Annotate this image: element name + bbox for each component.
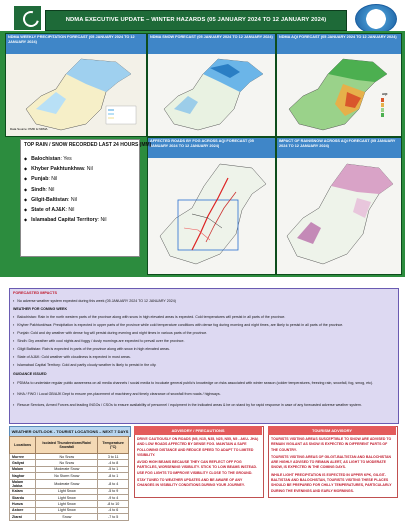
table-cell: -5 to 1 (98, 466, 129, 472)
rain-snow-impact-map-card (276, 137, 402, 275)
rain-snow-recorded-title: TOP RAIN / SNOW RECORDED LAST 24 HOURS (MM) (24, 142, 152, 148)
table-cell: Malam (10, 466, 36, 472)
rain-snow-impact-map (277, 158, 401, 274)
tourism-line: WHILE LIGHT PRECIPITATION IS EXPECTED IN UPPER KPK, GILGIT-BALTISTAN AND BALOCHISTAN, TOURISTS VISITING THESE PLACES SHOULD BE PREPARED FOR CHILLY TEMPERATURES, PARTICULARLY DURING THE EVENINGS AND EARLY MORNINGS. (271, 472, 392, 493)
weather-line: ▪ Khyber Pakhtunkhwa: Precipitation is expected in upper parts of the province while cold temperature conditions with dense fog during morning and night times, are likely to persist in all parts of the province. (13, 323, 343, 327)
table-cell: Light Snow (36, 501, 98, 507)
list-item: ◆ Punjab: Nil (24, 174, 107, 184)
table-cell: -4 to 8 (98, 460, 129, 466)
map-title: NDMA WEEKLY PRECIPITATION FORECAST (05 JANUARY 2024 TO 12 JANUARY 2024) (6, 34, 146, 54)
table-cell: Kalam (10, 488, 36, 494)
table-cell: Moderate Snow (36, 466, 98, 472)
map-title: IMPACT OF RAIN/SNOW ACROSS AQI FORECAST (05 JANUARY 2024 TO 12 JANUARY 2024) (277, 138, 401, 158)
map-title: AFFECTED ROADS BY FOG ACROSS AQI FORECAST (05 JANUARY 2024 TO 12 JANUARY 2024) (148, 138, 275, 158)
map-title: NDMA AQI FORECAST (05 JANUARY 2024 TO 12 JANUARY 2024) (277, 34, 401, 54)
table-cell: -8 to 4 (98, 479, 129, 488)
advisory-line: DRIVE CAUTIOUSLY ON ROADS (N5, N15, N35, N25, N55, N5 - AKU- JHA) AND LOW ROADS AFFECTED BY DENSE FOG. MAINTAIN A SAFE FOLLOWING DISTANCE AND REDUCE SPEED TO ADAPT TO LIMITED VISIBILITY. (137, 437, 259, 457)
snow-forecast-map (148, 54, 275, 136)
table-cell: -4 to 6 (98, 507, 129, 513)
pakistan-flag-icon (5, 6, 41, 30)
table-cell: Light Snow (36, 488, 98, 494)
aqi-legend-title: AQI (382, 92, 388, 96)
table-cell: -7 to 5 (98, 514, 129, 520)
table-cell: Snow (36, 514, 98, 520)
table-header: Temperature (°C) (98, 437, 129, 454)
guidance-line: ▪ PDMAs to undertake regular public awareness on all media channels / social media to inculcate general public's knowledge on risks associated with winter season (colder temperatures, freezing rain, snowfall, fog, smog, etc). (13, 381, 373, 385)
table-cell: -8 to 10 (98, 501, 129, 507)
aqi-forecast-map-card (276, 33, 402, 137)
list-item: ◆ State of AJ&K: Nil (24, 205, 107, 215)
table-cell: No Snow (36, 454, 98, 460)
page-title: NDMA EXECUTIVE UPDATE – WINTER HAZARDS (05 JANUARY 2024 TO 12 JANUARY 2024) (45, 10, 347, 31)
table-cell: Astore (10, 507, 36, 513)
guidance-line: ▪ Rescue Services, Armed Forces and leading INGOs / CSOs to ensure availability of personnel / equipment in the indicated areas & be on stand by for rapid response in case of any forecasted adverse weather system. (13, 403, 362, 407)
table-cell: Murree (10, 454, 36, 460)
precipitation-map (6, 54, 146, 136)
tourism-line: TOURISTS VISITING AREAS OF GILGIT-BALTISTAN AND BALOCHISTAN ARE HIGHLY ADVISED TO REMAIN ALERT, AS LIGHT TO MODERATE SNOW, IS EXPECTED IN THE COMING DAYS. (271, 454, 392, 470)
weather-line: ▪ Punjab: Cold and dry weather with dense fog will persist during evening and night times in various parts of the province. (13, 331, 207, 335)
table-cell: -9 to 4 (98, 494, 129, 500)
rain-snow-recorded-list (24, 154, 107, 225)
weather-line: ▪ State of AJ&K: Cold weather with cloudiness is expected in most areas. (13, 355, 131, 359)
weather-line: ▪ Balochistan: Rain in the north western parts of the province along with snow in high elevated areas is expected. Cold temperatures will persist in all parts of the province. (13, 315, 285, 319)
list-item: ◆ Balochistan: Yes (24, 154, 107, 164)
tourism-line: TOURISTS VISITING AREAS SUSCEPTIBLE TO SNOW ARE ADVISED TO REMAIN VIGILANT AS SNOW IS EXPECTED IN DIFFERENT PARTS OF THE COUNTRY. (271, 437, 392, 452)
table-cell: -8 to 1 (98, 473, 129, 479)
weather-line: ▪ Sindh: Dry weather with cool nights and foggy / dusty mornings are expected to prevail over the province. (13, 339, 184, 343)
list-item: ◆ Sindh: Nil (24, 185, 107, 195)
table-row (10, 479, 129, 488)
table-cell: -5 to 9 (98, 488, 129, 494)
advisory-line: AVOID HIGH BEAMS BECAUSE THEY CAN REFLECT OFF FOG PARTICLES, WORSENING VISIBILITY. STICK TO LOW BEAMS INSTEAD. USE FOG LIGHTS TO IMPROVE VISIBILITY CLOSE TO THE GROUND. (137, 460, 258, 475)
advisory-line: STAY TUNED TO WEATHER UPDATES AND BE AWARE OF ANY CHANGES IN VISIBILITY CONDITIONS DURING YOUR JOURNEY. (137, 478, 245, 488)
list-item: ◆ Gilgit-Baltistan: Nil (24, 195, 107, 205)
forecast-impacts-title: FORECASTED IMPACTS (13, 291, 58, 295)
table-cell: Malam Jabba (10, 479, 36, 488)
tourism-advisory-title: TOURISM ADVISORY (268, 426, 396, 435)
guidance-line: ▪ NHA / FWO / Local GB/AJK Dept to ensure pre-placement of machinery and timely clearance of snowfall from roads / highways. (13, 392, 221, 396)
weather-line: ▪ Islamabad Capital Territory: Cold and partly cloudy weather is likely to persist in the city. (13, 363, 156, 367)
table-cell: Light Snow (36, 494, 98, 500)
table-cell: Ziarat (10, 514, 36, 520)
advisory-title: ADVISORY / PRECAUTIONS (134, 426, 262, 435)
ndma-logo (355, 4, 397, 34)
fog-roads-map (148, 158, 275, 274)
weather-section-heading: WEATHER FOR COMING WEEK (13, 307, 68, 311)
map-title: NDMA SNOW FORECAST (05 JANUARY 2024 TO 12 JANUARY 2024) (148, 34, 275, 54)
table-header: Isolated Thunderstorm/Rain/ Snowfall (36, 437, 98, 454)
table-cell: 3 to 11 (98, 454, 129, 460)
weather-outlook-title: WEATHER OUTLOOK - TOURIST LOCATIONS – NEXT 7 DAYS (9, 426, 131, 437)
impact-line: ▪ No adverse weather system expected during this week (05 JANUARY 2024 TO 12 JANUARY 2024) (13, 299, 176, 303)
advisory-text (137, 437, 259, 489)
table-cell: Naghar (10, 473, 36, 479)
guidance-section-heading: GUIDANCE ISSUED (13, 372, 47, 376)
table-cell: Hunza (10, 501, 36, 507)
tourism-text (271, 437, 393, 494)
table-cell: Moderate Snow (36, 479, 98, 488)
table-cell: Skardu (10, 494, 36, 500)
weather-line: ▪ Gilgit Baltistan: Rain is expected in parts of the province along with snow in high elevated areas. (13, 347, 170, 351)
list-item: ◆ Khyber Pakhtunkhwa: Nil (24, 164, 107, 174)
weather-outlook-table (9, 436, 129, 521)
data-source-label: Data Source: PMD & NDMA (10, 127, 48, 131)
table-cell: Galiyat (10, 460, 36, 466)
snow-forecast-map-card (147, 33, 276, 137)
precipitation-map-card (5, 33, 147, 137)
list-item: ◆ Islamabad Capital Territory: Nil (24, 215, 107, 225)
table-cell: No Storm Snow (36, 473, 98, 479)
fog-roads-map-card (147, 137, 276, 275)
table-header: Locations (10, 437, 36, 454)
table-cell: No Snow (36, 460, 98, 466)
table-cell: Light Snow (36, 507, 98, 513)
table-row (10, 514, 129, 520)
